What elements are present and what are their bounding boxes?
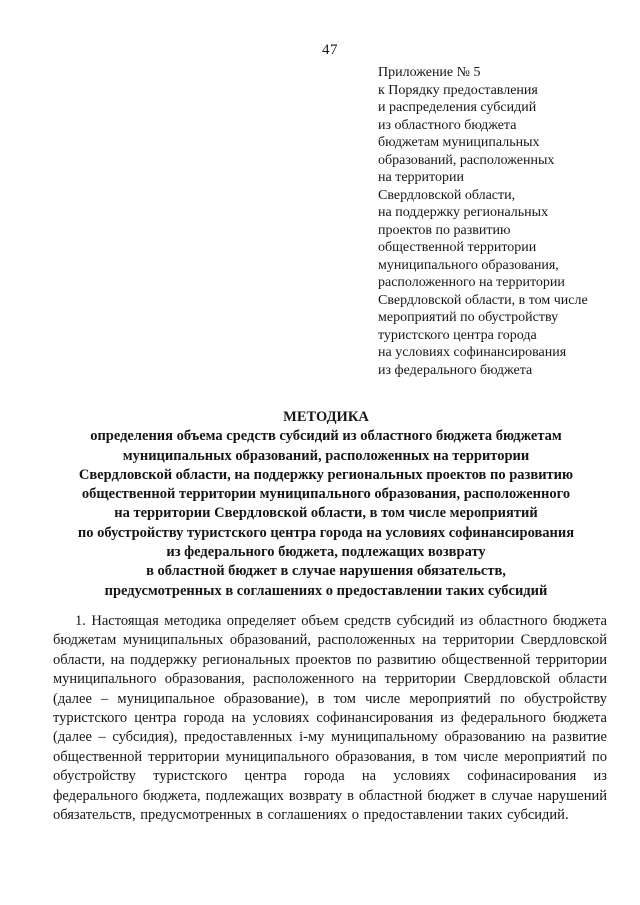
paragraph-1: 1. Настоящая методика определяет объем средств субсидий из областного бюджета бюджетам муниципальных образований, расположенных на территории Свердловской области, на поддержку региональных проектов по развитию общественной территории муниципального образования, расположенного на территории Свердловской области (далее – муниципальное образование), в том числе мероприятий по обустройству туристского центра города на условиях софинансирования из федерального бюджета (далее – субсидия), предоставленных i-му муниципальному образованию на развитие общественной территории муниципального образования, в том числе мероприятий по обустройству туристского центра города на условиях софинасирования из федерального бюджета, подлежащих возврату в областной бюджет в случае нарушений обязательств, предусмотренных в соглашениях о предоставлении таких субсидий. [53, 613, 607, 824]
appendix-line: на поддержку региональных [378, 205, 549, 220]
appendix-line: мероприятий по обустройству [378, 310, 559, 325]
heading-subtitle-line: Свердловской области, на поддержку региональных проектов по развитию [78, 466, 574, 483]
appendix-line: на территории [378, 170, 464, 185]
appendix-line: муниципального образования, [378, 257, 559, 273]
heading-subtitle-line: на территории Свердловской области, в том числе мероприятий [114, 505, 538, 522]
heading-subtitle-line: предусмотренных в соглашениях о предоставлении таких субсидий [104, 582, 548, 599]
appendix-line: образований, расположенных [378, 152, 555, 168]
appendix-line: из федерального бюджета [378, 362, 533, 378]
appendix-line: к Порядку предоставления [378, 82, 538, 98]
appendix-line: на условиях софинансирования [378, 345, 567, 360]
page-number: 47 [322, 42, 338, 58]
appendix-line: из областного бюджета [378, 117, 517, 133]
appendix-line: общественной территории [378, 240, 537, 255]
heading-subtitle-line: в областной бюджет в случае нарушения обязательств, [146, 563, 506, 580]
appendix-reference-block [378, 64, 618, 379]
appendix-line: Свердловской области, в том числе [378, 292, 588, 308]
heading-title: МЕТОДИКА [283, 409, 369, 425]
appendix-line: Свердловской области, [378, 187, 516, 203]
appendix-line: и распределения субсидий [378, 100, 537, 115]
appendix-line: бюджетам муниципальных [378, 135, 540, 150]
heading-subtitle-line: муниципальных образований, расположенных на территории [122, 447, 530, 464]
heading-subtitle-line: из федерального бюджета, подлежащих возврату [166, 544, 486, 561]
heading-subtitle-line: общественной территории муниципального образования, расположенного [81, 486, 571, 503]
appendix-line: туристского центра города [378, 327, 537, 343]
heading-subtitle-line: определения объема средств субсидий из областного бюджета бюджетам [90, 428, 562, 445]
appendix-line: Приложение № 5 [378, 65, 481, 80]
methodology-heading [45, 408, 607, 601]
appendix-line: проектов по развитию [378, 222, 511, 238]
heading-subtitle-line: по обустройству туристского центра города на условиях софинансирования [77, 524, 575, 541]
appendix-line: расположенного на территории [378, 275, 565, 290]
